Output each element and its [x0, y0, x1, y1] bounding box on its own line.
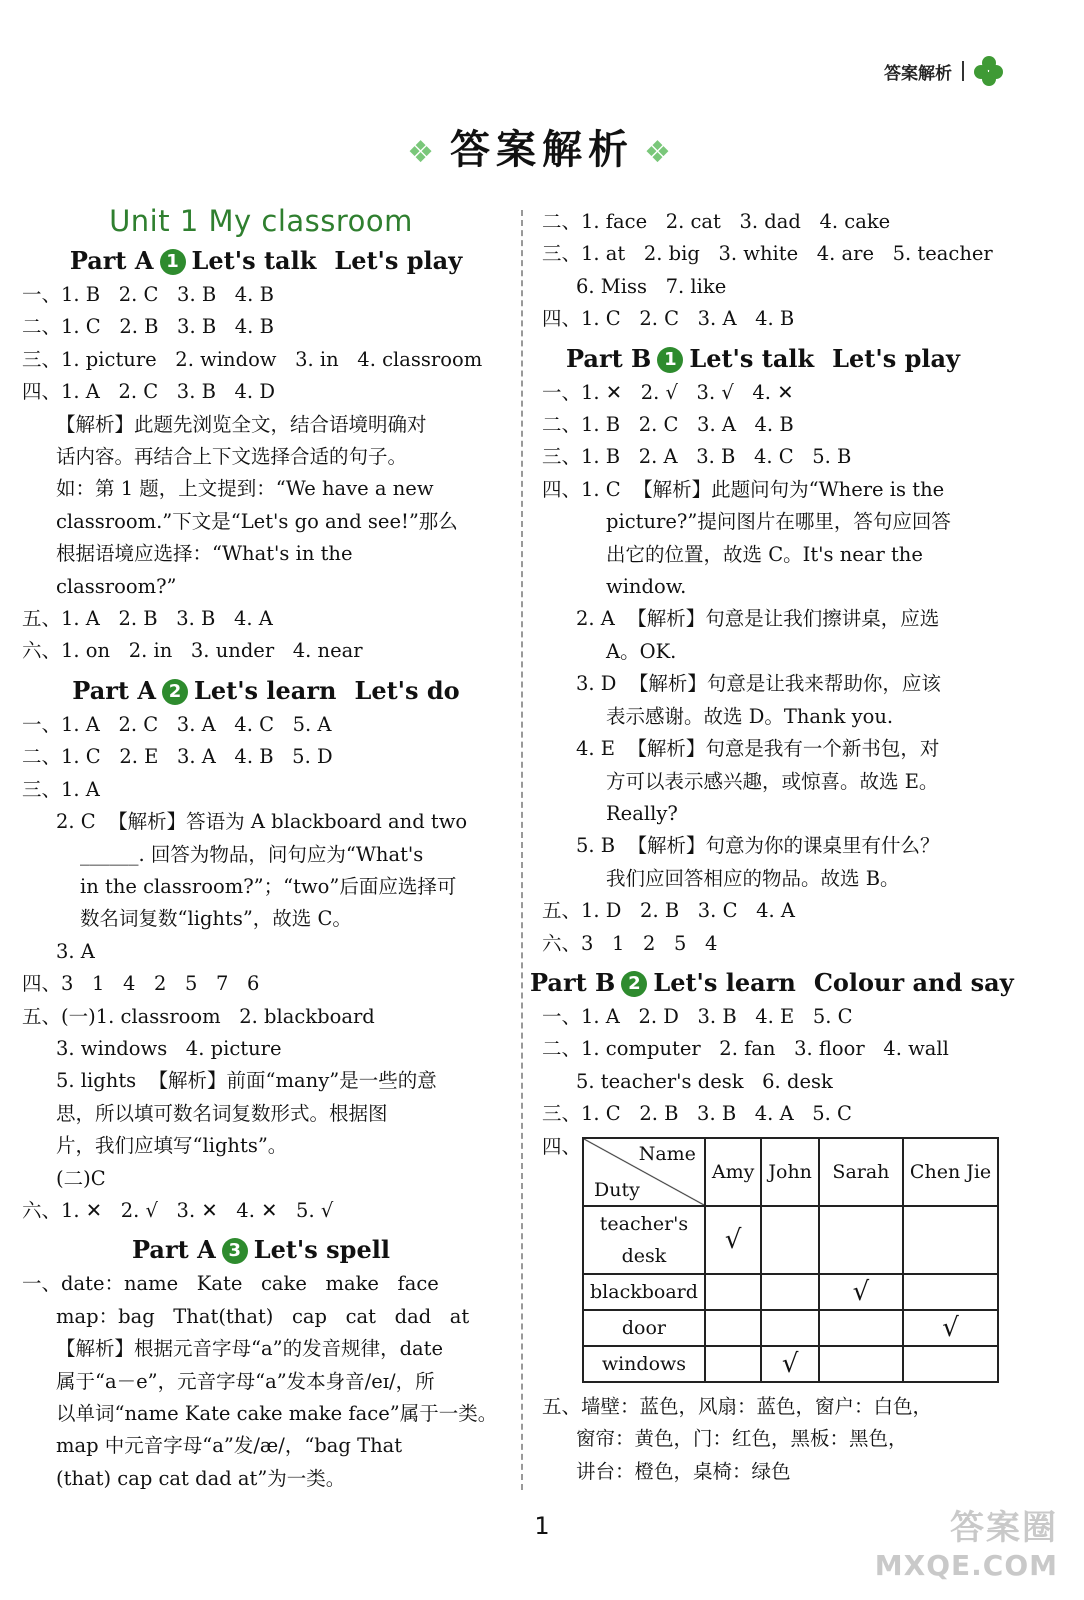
answer-line: 一、1. B 2. C 3. B 4. B — [22, 283, 274, 306]
answer-line: 3. A — [56, 939, 95, 963]
table-row — [583, 1206, 998, 1274]
running-header-label: 答案解析 — [884, 63, 952, 84]
explanation-line: 思，所以填可数名词复数形式。根据图 — [56, 1101, 388, 1125]
answer-line: 六、1. on 2. in 3. under 4. near — [22, 639, 363, 663]
explanation-line: 属于“a－e”，元音字母“a”发本身音/eɪ/，所 — [56, 1369, 435, 1393]
column-header: John — [761, 1138, 819, 1206]
duty-cell: door — [583, 1310, 705, 1346]
explanation-line: classroom.”下文是“Let's go and see!”那么 — [56, 509, 458, 533]
column-header: Amy — [705, 1138, 761, 1206]
running-header — [884, 56, 1004, 86]
answer-line: 一、1. A 2. D 3. B 4. E 5. C — [542, 1004, 853, 1028]
section-heading: Part A 1 Let's talk Let's play — [69, 246, 463, 275]
answer-line: 4. E 【解析】句意是我有一个新书包，对 — [576, 737, 940, 761]
explanation-line: 方可以表示感兴趣，或惊喜。故选 E。 — [606, 769, 939, 793]
check-mark — [819, 1206, 903, 1274]
check-mark — [761, 1206, 819, 1274]
answer-line: 3. windows 4. picture — [56, 1036, 282, 1060]
answer-line: 2. A 【解析】句意是让我们擦讲桌，应选 — [576, 607, 940, 631]
diamond-deco-icon: ❖ — [407, 134, 440, 170]
explanation-line: (that) cap cat dad at”为一类。 — [56, 1466, 346, 1490]
answer-line: 一、1. ✕ 2. √ 3. √ 4. ✕ — [542, 380, 794, 404]
check-mark — [903, 1346, 998, 1382]
answer-line: 讲台：橙色，桌椅：绿色 — [576, 1459, 791, 1483]
answer-line: 3. D 【解析】句意是让我来帮助你，应该 — [576, 672, 941, 696]
explanation-line: classroom?” — [56, 574, 177, 598]
check-mark — [903, 1274, 998, 1310]
table-row — [583, 1310, 998, 1346]
watermark-url: MXQE.COM — [874, 1549, 1058, 1582]
answer-line: 五、(一)1. classroom 2. blackboard — [22, 1004, 375, 1028]
answer-line: 四、1. C 【解析】此题问句为“Where is the — [542, 477, 945, 501]
section-heading: Part B 1 Let's talk Let's play — [566, 343, 960, 373]
explanation-line: Really? — [606, 801, 678, 825]
column-divider — [521, 210, 523, 1490]
explanation-line: A。OK. — [606, 639, 677, 663]
answer-line: 二、1. B 2. C 3. A 4. B — [542, 413, 794, 437]
duty-cell: windows — [583, 1346, 705, 1382]
explanation-line: 根据语境应选择：“What's in the — [56, 542, 353, 566]
answer-line: 四、3 1 4 2 5 7 6 — [22, 972, 260, 996]
explanation-line: 表示感谢。故选 D。Thank you. — [606, 704, 894, 728]
explanation-line: picture?”提问图片在哪里，答句应回答 — [606, 510, 951, 534]
watermark — [875, 1500, 1058, 1582]
explanation-line: 【解析】此题先浏览全文，结合语境明确对 — [56, 412, 427, 436]
answer-line: 5. teacher's desk 6. desk — [576, 1069, 833, 1093]
check-mark — [761, 1310, 819, 1346]
answer-line: 二、1. C 2. B 3. B 4. B — [22, 315, 274, 339]
answer-line: 三、1. B 2. A 3. B 4. C 5. B — [542, 445, 852, 469]
explanation-line: in the classroom?”；“two”后面应选择可 — [80, 874, 457, 898]
check-mark — [705, 1274, 761, 1310]
duty-table — [582, 1137, 999, 1383]
check-mark: √ — [903, 1310, 998, 1346]
answer-line: 5. lights 【解析】前面“many”是一些的意 — [56, 1069, 437, 1093]
answer-line: 三、1. picture 2. window 3. in 4. classroom — [22, 347, 483, 371]
table-row — [583, 1274, 998, 1310]
explanation-line: 如：第 1 题，上文提到：“We have a new — [56, 477, 434, 501]
answer-line: 一、date：name Kate cake make face — [22, 1272, 439, 1296]
check-mark — [705, 1346, 761, 1382]
answer-line: 6. Miss 7. like — [576, 274, 727, 298]
corner-name-label: Name — [638, 1142, 696, 1165]
diamond-deco-icon: ❖ — [644, 134, 677, 170]
table-corner-cell — [583, 1138, 705, 1206]
answer-line: 二、1. face 2. cat 3. dad 4. cake — [542, 210, 891, 233]
check-mark — [819, 1310, 903, 1346]
explanation-line: ______. 回答为物品，问句应为“What's — [80, 842, 424, 866]
answer-line: 二、1. computer 2. fan 3. floor 4. wall — [542, 1037, 949, 1061]
answer-line: 五、1. D 2. B 3. C 4. A — [542, 899, 795, 923]
answer-line: 六、3 1 2 5 4 — [542, 931, 718, 955]
watermark-text: 答案圈 — [950, 1508, 1058, 1548]
answer-line: 五、1. A 2. B 3. B 4. A — [22, 607, 273, 631]
page-number: 1 — [534, 1512, 550, 1540]
answer-line: 四、1. C 2. C 3. A 4. B — [542, 307, 795, 331]
number-badge: 3 — [222, 1238, 248, 1264]
check-mark: √ — [705, 1206, 761, 1274]
number-badge: 1 — [657, 347, 683, 373]
explanation-line: 片，我们应填写“lights”。 — [56, 1134, 288, 1158]
explanation-line: 出它的位置，故选 C。It's near the — [606, 542, 923, 566]
column-header: Sarah — [819, 1138, 903, 1206]
duty-cell: teacher's desk — [583, 1206, 705, 1274]
check-mark: √ — [761, 1346, 819, 1382]
section-heading: Part A 3 Let's spell — [132, 1235, 390, 1265]
check-mark: √ — [819, 1274, 903, 1310]
answer-line: 5. B 【解析】句意为你的课桌里有什么？ — [576, 834, 940, 858]
duty-cell: blackboard — [583, 1274, 705, 1310]
answer-line: 四、 — [542, 1134, 582, 1158]
check-mark — [819, 1346, 903, 1382]
number-badge: 2 — [162, 679, 188, 705]
answer-line: 四、1. A 2. C 3. B 4. D — [22, 380, 275, 404]
right-column — [530, 206, 1047, 1488]
answer-line: 二、1. C 2. E 3. A 4. B 5. D — [22, 745, 333, 769]
answer-line: map：bag That(that) cap cat dad at — [56, 1304, 470, 1328]
answer-line: 窗帘：黄色，门：红色，黑板：黑色， — [576, 1427, 908, 1451]
unit-title: Unit 1 My classroom — [109, 204, 413, 238]
explanation-line: 以单词“name Kate cake make face”属于一类。 — [56, 1402, 498, 1425]
explanation-line: 数名词复数“lights”，故选 C。 — [80, 907, 352, 931]
explanation-line: window. — [606, 575, 687, 599]
section-heading: Part A 2 Let's learn Let's do — [72, 675, 460, 705]
answer-line: 六、1. ✕ 2. √ 3. ✕ 4. ✕ 5. √ — [22, 1198, 334, 1222]
section-heading: Part B 2 Let's learn Colour and say — [530, 967, 1014, 997]
answer-line: 三、1. at 2. big 3. white 4. are 5. teacher — [542, 242, 993, 266]
explanation-line: map 中元音字母“a”发/æ/，“bag That — [56, 1434, 403, 1458]
explanation-line: 【解析】根据元音字母“a”的发音规律，date — [56, 1337, 444, 1361]
clover-logo-icon — [974, 56, 1004, 86]
answer-line: 三、1. A — [22, 777, 100, 801]
table-header-row — [583, 1138, 998, 1206]
answer-line: 2. C 【解析】答语为 A blackboard and two — [56, 810, 468, 834]
number-badge: 2 — [621, 971, 647, 997]
answer-line: 五、墙壁：蓝色，风扇：蓝色，窗户：白色， — [542, 1394, 933, 1418]
explanation-line: 我们应回答相应的物品。故选 B。 — [606, 866, 900, 890]
check-mark — [705, 1310, 761, 1346]
header-divider — [962, 61, 964, 81]
page-title: ❖ 答案解析 ❖ — [407, 127, 677, 173]
number-badge: 1 — [160, 249, 186, 275]
table-row — [583, 1346, 998, 1382]
answer-line: (二)C — [56, 1166, 106, 1190]
left-column — [22, 200, 500, 1495]
answer-line: 一、1. A 2. C 3. A 4. C 5. A — [22, 712, 332, 736]
check-mark — [761, 1274, 819, 1310]
answer-line: 三、1. C 2. B 3. B 4. A 5. C — [542, 1102, 852, 1126]
column-header: Chen Jie — [903, 1138, 998, 1206]
explanation-line: 话内容。再结合上下文选择合适的句子。 — [56, 445, 408, 469]
check-mark — [903, 1206, 998, 1274]
corner-duty-label: Duty — [594, 1178, 640, 1201]
